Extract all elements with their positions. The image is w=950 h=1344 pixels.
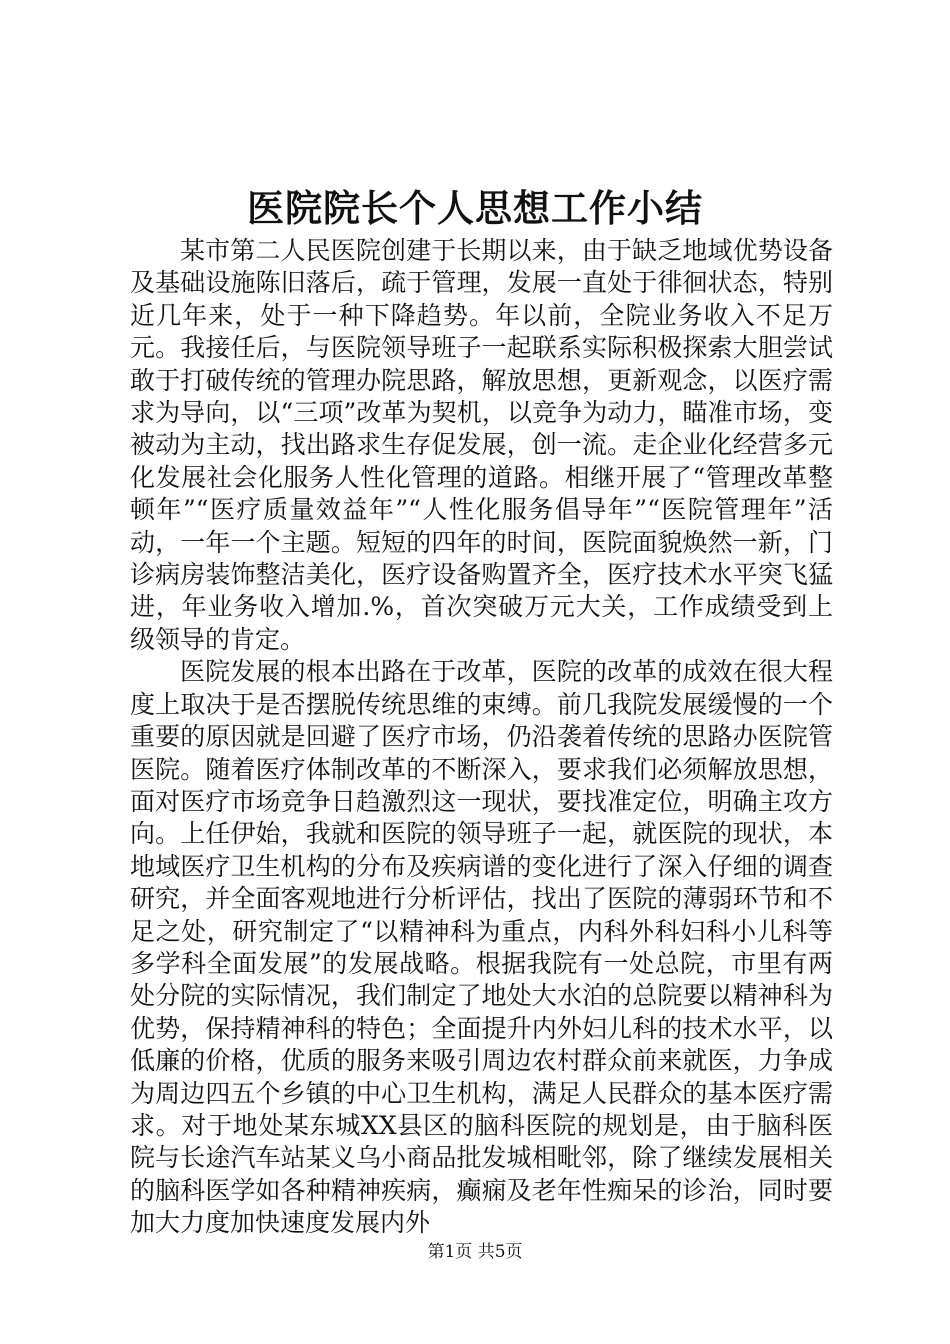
body-paragraph-1: 某市第二人民医院创建于长期以来，由于缺乏地域优势设备及基础设施陈旧落后，疏于管理，发展一直处于徘徊状态，特别近几年来，处于一种下降趋势。年以前，全院业务收入不足万元。我接任后，与医院领导班子一起联系实际积极探索大胆尝试敢于打破传统的管理办院思路，解放思想，更新观念，以医疗需求为导向，以“三项”改革为契机，以竞争为动力，瞄准市场，变被动为主动，找出路求生存促发展，创一流。走企业化经营多元化发展社会化服务人性化管理的道路。相继开展了“管理改革整顿年”“医疗质量效益年”“人性化服务倡导年”“医院管理年”活动，一年一个主题。短短的四年的时间，医院面貌焕然一新，门诊病房装饰整洁美化，医疗设备购置齐全，医疗技术水平突飞猛进，年业务收入增加.%，首次突破万元大关，工作成绩受到上级领导的肯定。	[130, 236, 833, 654]
page-footer: 第1页 共5页	[427, 1242, 523, 1262]
document-body	[130, 235, 833, 1240]
document-title: 医院院长个人思想工作小结	[247, 186, 703, 230]
body-paragraph-2: 医院发展的根本出路在于改革，医院的改革的成效在很大程度上取决于是否摆脱传统思维的束缚。前几我院发展缓慢的一个重要的原因就是回避了医疗市场，仍沿袭着传统的思路办医院管医院。随着医疗体制改革的不断深入，要求我们必须解放思想，面对医疗市场竞争日趋激烈这一现状，要找准定位，明确主攻方向。上任伊始，我就和医院的领导班子一起，就医院的现状，本地域医疗卫生机构的分布及疾病谱的变化进行了深入仔细的调查研究，并全面客观地进行分析评估，找出了医院的薄弱环节和不足之处，研究制定了“以精神科为重点，内科外科妇科小儿科等多学科全面发展”的发展战略。根据我院有一处总院，市里有两处分院的实际情况，我们制定了地处大水泊的总院要以精神科为优势，保持精神科的特色；全面提升内外妇儿科的技术水平，以低廉的价格，优质的服务来吸引周边农村群众前来就医，力争成为周边四五个乡镇的中心卫生机构，满足人民群众的基本医疗需求。对于地处某东城XX县区的脑科医院的规划是，由于脑科医院与长途汽车站某义乌小商品批发城相毗邻，除了继续发展相关的脑科医学如各种精神疾病，癫痫及老年性痴呆的诊治，同时要加大力度加快速度发展内外	[130, 657, 833, 1238]
